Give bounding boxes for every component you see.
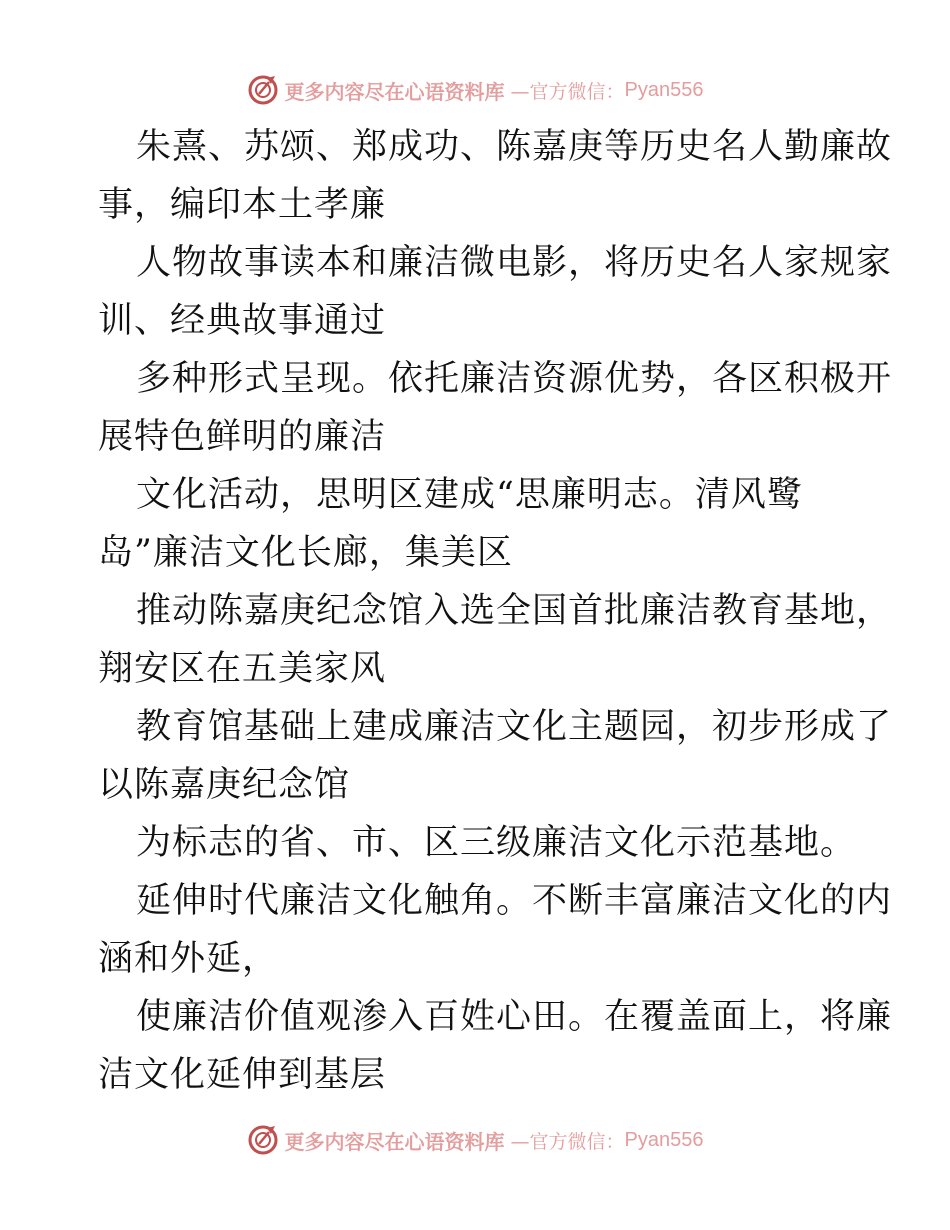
logo-icon (247, 74, 279, 106)
text-line: 文化活动，思明区建成“思廉明志。清风鹭 (136, 475, 803, 515)
header-wechat-label: —官方微信： (510, 80, 625, 103)
text-line: 延伸时代廉洁文化触角。不断丰富廉洁文化的内 (136, 881, 893, 921)
text-line: 使廉洁价值观渗入百姓心田。在覆盖面上，将廉 (136, 997, 893, 1037)
header-wechat-handle: Pyan556 (624, 78, 704, 101)
footer-site-name: 更多内容尽在心语资料库 (284, 1129, 505, 1154)
text-line: 翔安区在五美家风 (98, 649, 387, 689)
text-line: 推动陈嘉庚纪念馆入选全国首批廉洁教育基地， (136, 591, 893, 631)
logo-icon (247, 1124, 279, 1156)
text-line: 展特色鲜明的廉洁 (98, 417, 387, 457)
header-site-name: 更多内容尽在心语资料库 (284, 79, 505, 104)
footer-banner (0, 1122, 950, 1158)
text-line: 训、经典故事通过 (98, 301, 387, 341)
footer-wechat-handle: Pyan556 (624, 1128, 704, 1151)
text-line: 以陈嘉庚纪念馆 (98, 765, 351, 805)
header-banner (0, 72, 950, 108)
document-body (98, 118, 893, 1104)
footer-wechat-label: —官方微信： (510, 1130, 625, 1153)
text-line: 多种形式呈现。依托廉洁资源优势，各区积极开 (136, 359, 893, 399)
text-line: 人物故事读本和廉洁微电影，将历史名人家规家 (136, 243, 893, 283)
text-line: 教育馆基础上建成廉洁文化主题园，初步形成了 (136, 707, 893, 747)
text-line: 涵和外延， (98, 939, 279, 979)
text-line: 为标志的省、市、区三级廉洁文化示范基地。 (136, 823, 857, 863)
text-line: 岛”廉洁文化长廊，集美区 (98, 533, 513, 573)
text-line: 朱熹、苏颂、郑成功、陈嘉庚等历史名人勤廉故 (136, 127, 893, 167)
text-line: 事，编印本土孝廉 (98, 185, 387, 225)
text-line: 洁文化延伸到基层 (98, 1055, 387, 1095)
